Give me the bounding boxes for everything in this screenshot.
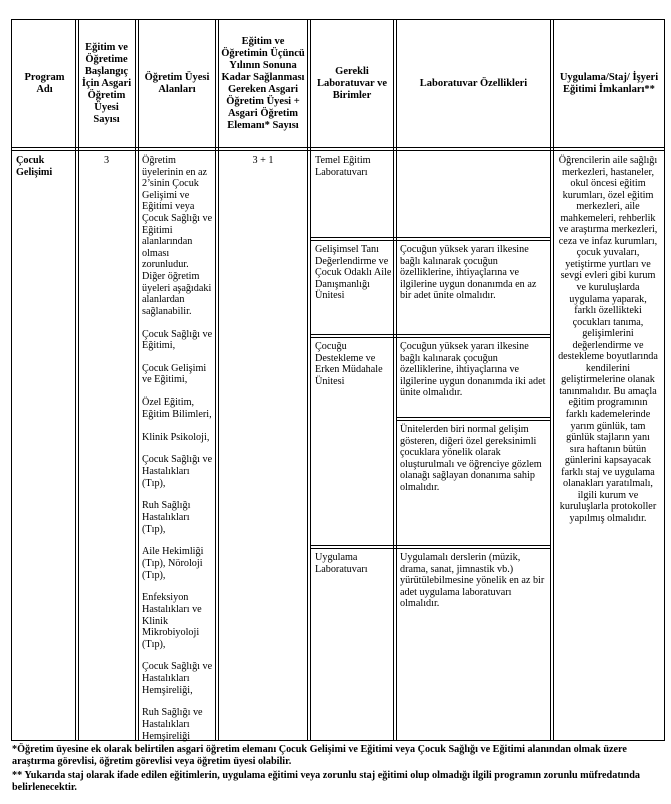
lab-name: Temel Eğitim Laboratuvarı [315, 155, 371, 178]
header-internship: Uygulama/Staj/ İşyeri Eğitimi İmkanları** [559, 72, 659, 95]
faculty-area-item: Enfeksiyon Hastalıkları ve Klinik Mikrobiyoloji (Tıp), [142, 592, 202, 650]
faculty-areas-intro: Öğretim üyelerinin en az 2’sinin Çocuk Gelişimi ve Eğitimi veya Çocuk Sağlığı ve Eğitimi alanlarından olması zorunludur. Diğer öğretim üyeleri aşağıdaki alanlardan sağlanabilir. [142, 155, 213, 317]
lab-features: Çocuğun yüksek yararı ilkesine bağlı kalınarak çocuğun özelliklerine, ihtiyaçlarına ve ilgilerine uygun donanımda en az bir adet ünite olmalıdır. [400, 244, 537, 302]
faculty-area-item: Çocuk Gelişimi ve Eğitimi, [142, 362, 207, 386]
lab-features: Uygulamalı derslerin (müzik, drama, sanat, jimnastik vb.) yürütülebilmesine yönelik en az bir adet uygulama laboratuvarı olmalıdır. [400, 552, 545, 610]
faculty-areas-list [142, 155, 214, 753]
header-lab-features: Laboratuvar Özellikleri [419, 78, 528, 89]
header-min-faculty: Eğitim ve Öğretime Başlangıç İçin Asgari Öğretim Üyesi Sayısı [81, 42, 132, 125]
internship-opportunities: Öğrencilerin aile sağlığı merkezleri, hastaneler, okul öncesi eğitim kurumları, özel eğitim merkezleri, aile mahkemeleri, rehberlik ve araştırma merkezleri, ceza ve infaz kurumları, çocuk yuvaları, yetiştirme yurtları ve sevgi evleri gibi kurum ve kuruluşlarda uygulama yaparak, farklı özellikteki çocukları tanıma, gelişimlerini değerlendirme ve destekleme boyutlarında kendilerini geliştirmelerine olanak tanınmalıdır. Bu amaçla eğitim programının farklı kademelerinde yarım günlük, tam günlük stajların yanı sıra haftanın bütün günlerini kapsayacak farklı staj ve uygulama olanakları yaratılmalı, ilgili kurum ve kuruluşlarla protokoller yapılmış olmalıdır. [558, 155, 658, 524]
header-program-name: Program Adı [24, 72, 65, 95]
lab-features: Çocuğun yüksek yararı ilkesine bağlı kalınarak çocuğun özelliklerine, ihtiyaçlarına ve ilgilerine uygun donanımda iki adet ünite olmalıdır. [400, 341, 546, 399]
min-faculty-count: 3 [103, 155, 110, 166]
faculty-area-item: Klinik Psikoloji, [142, 431, 210, 443]
lab-name: Uygulama Laboratuvarı [315, 552, 368, 575]
header-labs: Gerekli Laboratuvar ve Birimler [316, 66, 388, 101]
faculty-area-item: Çocuk Sağlığı ve Eğitimi, [142, 328, 213, 352]
footnote-1 [12, 744, 664, 767]
lab-name: Gelişimsel Tanı Değerlendirme ve Çocuk Odaklı Aile Danışmanlığı Ünitesi [315, 244, 392, 302]
faculty-area-item: Ruh Sağlığı ve Hastalıkları Hemşireliği [142, 707, 203, 742]
third-year-count: 3 + 1 [252, 155, 274, 166]
footnote-2-text: ** Yukarıda staj olarak ifade edilen eğitimlerin, uygulama eğitimi veya zorunlu staj eğitimi olup olmadığı ilgili programın zorunlu müfredatında belirlenecektir. [12, 770, 640, 793]
program-name: Çocuk Gelişimi [16, 155, 53, 178]
faculty-area-item: Çocuk Sağlığı ve Hastalıkları Hemşireliği, [142, 661, 213, 696]
footnote-1-text: *Öğretim üyesine ek olarak belirtilen asgari öğretim elemanı Çocuk Gelişimi ve Eğitimi veya Çocuk Sağlığı ve Eğitimi alanından olmak üzere araştırma görevlisi, öğretim görevlisi veya öğretim üyesi olabilir. [12, 744, 627, 767]
lab-features: Ünitelerden biri normal gelişim gösteren, diğeri özel gereksinimli çocuklara yönelik olarak oluşturulmalı ve öğrenciye gözlem olanağı sağlayan donanıma sahip olmalıdır. [400, 424, 542, 493]
header-third-year-count: Eğitim ve Öğretimin Üçüncü Yılının Sonuna Kadar Sağlanması Gereken Asgari Öğretim Üyesi + Asgari Öğretim Elemanı* Sayısı [221, 36, 305, 131]
header-faculty-areas: Öğretim Üyesi Alanları [144, 72, 210, 95]
faculty-area-item: Özel Eğitim, Eğitim Bilimleri, [142, 397, 212, 420]
faculty-area-item: Aile Hekimliği (Tıp), Nöroloji (Tıp), [142, 546, 204, 581]
faculty-area-item: Çocuk Sağlığı ve Hastalıkları (Tıp), [142, 454, 213, 489]
lab-name: Çocuğu Destekleme ve Erken Müdahale Ünitesi [315, 341, 383, 387]
footnote-2 [12, 770, 664, 793]
faculty-area-item: Ruh Sağlığı Hastalıkları (Tıp), [142, 500, 191, 535]
